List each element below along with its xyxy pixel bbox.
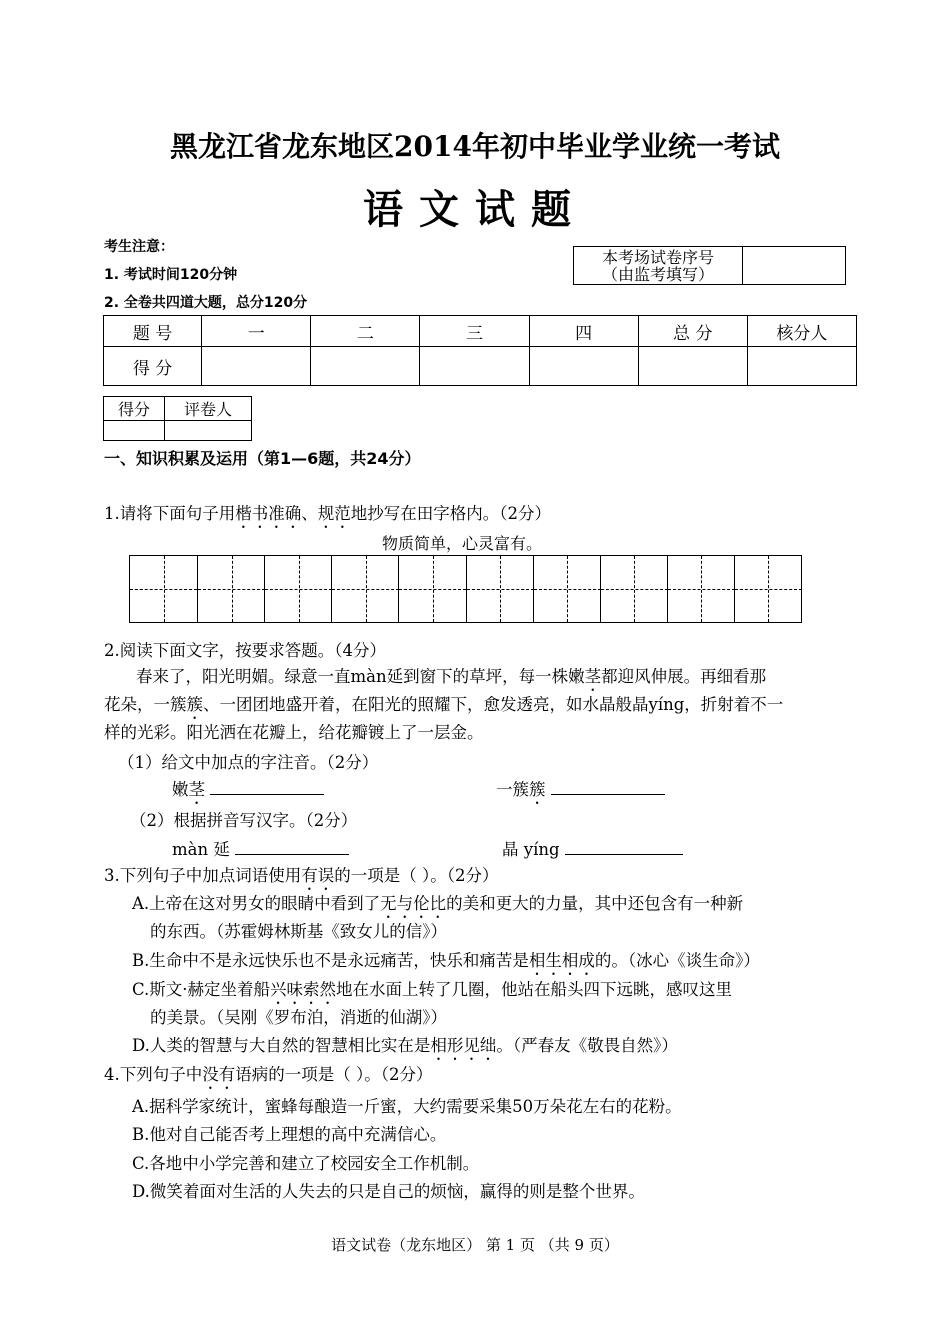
q4-option-d: D.微笑着面对生活的人失去的只是自己的烦恼，赢得的则是整个世界。 <box>132 1182 645 1201</box>
grid-guide-line <box>232 556 233 622</box>
score-cell[interactable] <box>311 347 420 386</box>
subject-title: 语文试题 <box>363 186 587 233</box>
score-cell[interactable] <box>420 347 529 386</box>
q3-option-a-line-2: 的东西。（苏霍姆林斯基《致女儿的信》） <box>150 922 447 941</box>
grid-cell[interactable] <box>331 556 399 622</box>
grid-cell[interactable] <box>600 556 668 622</box>
grid-guide-line <box>433 556 434 622</box>
exam-title: 黑龙江省龙东地区2014年初中毕业学业统一考试 <box>170 130 780 163</box>
notes-heading: 考生注意： <box>104 239 174 255</box>
score-header-cell: 核分人 <box>747 316 856 347</box>
grid-cell[interactable] <box>197 556 265 622</box>
score-cell[interactable] <box>202 347 311 386</box>
score-header-cell: 一 <box>202 316 311 347</box>
score-cell[interactable] <box>529 347 638 386</box>
q2-sub-1-b: 一簇簇 <box>496 776 665 808</box>
grid-cell[interactable] <box>734 556 802 622</box>
exam-seq-field[interactable] <box>743 247 846 285</box>
notes-item-2: 2. 全卷共四道大题，总分120分 <box>104 295 308 311</box>
score-cell[interactable] <box>638 347 747 386</box>
q2-passage-line-2: 花朵，一簇簇、一团团地盛开着，在阳光的照耀下，愈发透亮，如水晶般晶yíng，折射着不一 <box>104 695 784 714</box>
grader-name-label: 评卷人 <box>165 397 252 421</box>
tianzige-grid[interactable] <box>129 555 802 623</box>
copy-sentence: 物质简单，心灵富有。 <box>382 534 543 553</box>
answer-blank[interactable] <box>210 778 324 795</box>
grid-guide-line <box>567 556 568 622</box>
score-table <box>103 315 857 386</box>
grader-name-cell[interactable] <box>165 421 252 441</box>
grid-guide-line <box>164 556 165 622</box>
score-header-cell: 题 号 <box>104 316 202 347</box>
q4-option-a: A.据科学家统计，蜜蜂每酿造一斤蜜，大约需要采集50万朵花左右的花粉。 <box>132 1097 682 1116</box>
q4-option-c: C.各地中小学完善和建立了校园安全工作机制。 <box>132 1154 480 1173</box>
notes-item-1: 1. 考试时间120分钟 <box>104 267 238 283</box>
question-4-stem: 4.下列句子中没有语病的一项是（ ）。（2分） <box>104 1065 433 1084</box>
q3-option-d: D.人类的智慧与大自然的智慧相比实在是相形见绌。（严春友《敬畏自然》） <box>132 1036 678 1055</box>
answer-blank[interactable] <box>551 778 665 795</box>
grid-cell[interactable] <box>667 556 735 622</box>
q3-option-c-line-2: 的美景。（吴刚《罗布泊，消逝的仙湖》） <box>150 1008 447 1027</box>
grid-guide-line <box>634 556 635 622</box>
q2-sub-1: （1）给文中加点的字注音。（2分） <box>118 753 379 772</box>
grid-cell[interactable] <box>264 556 332 622</box>
grader-score-label: 得分 <box>104 397 165 421</box>
grid-cell[interactable] <box>533 556 601 622</box>
question-1: 1.请将下面句子用楷书准确、规范地抄写在田字格内。（2分） <box>104 504 551 523</box>
grader-table <box>103 396 252 441</box>
grid-guide-line <box>366 556 367 622</box>
score-header-cell: 三 <box>420 316 529 347</box>
section-1-title: 一、知识积累及运用（第1—6题，共24分） <box>104 449 421 468</box>
page-footer: 语文试卷（龙东地区） 第 1 页 （共 9 页） <box>331 1236 619 1254</box>
grid-cell[interactable] <box>398 556 466 622</box>
grid-guide-line <box>500 556 501 622</box>
score-header-cell: 总 分 <box>638 316 747 347</box>
q2-passage-line-1: 春来了，阳光明媚。绿意一直màn延到窗下的草坪，每一株嫩茎都迎风伸展。再细看那 <box>136 667 767 686</box>
grid-cell[interactable] <box>466 556 534 622</box>
score-header-cell: 四 <box>529 316 638 347</box>
score-header-cell: 二 <box>311 316 420 347</box>
q4-option-b: B.他对自己能否考上理想的高中充满信心。 <box>132 1125 447 1144</box>
q2-sub-2-a: màn 延 <box>172 836 349 860</box>
answer-blank[interactable] <box>235 838 349 855</box>
q2-sub-2-b: 晶 yíng <box>502 836 683 860</box>
grid-guide-line <box>701 556 702 622</box>
q3-option-b: B.生命中不是永远快乐也不是永远痛苦，快乐和痛苦是相生相成的。（冰心《谈生命》） <box>132 951 760 970</box>
question-2-stem: 2.阅读下面文字，按要求答题。（4分） <box>104 641 386 660</box>
q2-sub-2: （2）根据拼音写汉字。（2分） <box>130 811 358 830</box>
q3-option-a: A.上帝在这对男女的眼睛中看到了无与伦比的美和更大的力量，其中还包含有一种新 <box>132 894 744 913</box>
q3-option-c: C.斯文·赫定坐着船兴味索然地在水面上转了几圈，他站在船头四下远眺，感叹这里 <box>132 980 733 999</box>
grader-score-cell[interactable] <box>104 421 165 441</box>
exam-seq-table <box>573 246 846 285</box>
q2-sub-1-a: 嫩茎 <box>172 776 324 808</box>
grid-cell[interactable] <box>130 556 197 622</box>
grid-guide-line <box>768 556 769 622</box>
answer-blank[interactable] <box>565 838 683 855</box>
score-row-label: 得 分 <box>104 347 202 386</box>
grid-guide-line <box>299 556 300 622</box>
q2-passage-line-3: 样的光彩。阳光洒在花瓣上，给花瓣镀上了一层金。 <box>104 723 484 742</box>
question-3-stem: 3.下列句子中加点词语使用有误的一项是（ ）。（2分） <box>104 866 499 885</box>
exam-seq-label: 本考场试卷序号 （由监考填写） <box>574 247 743 285</box>
score-cell[interactable] <box>747 347 856 386</box>
